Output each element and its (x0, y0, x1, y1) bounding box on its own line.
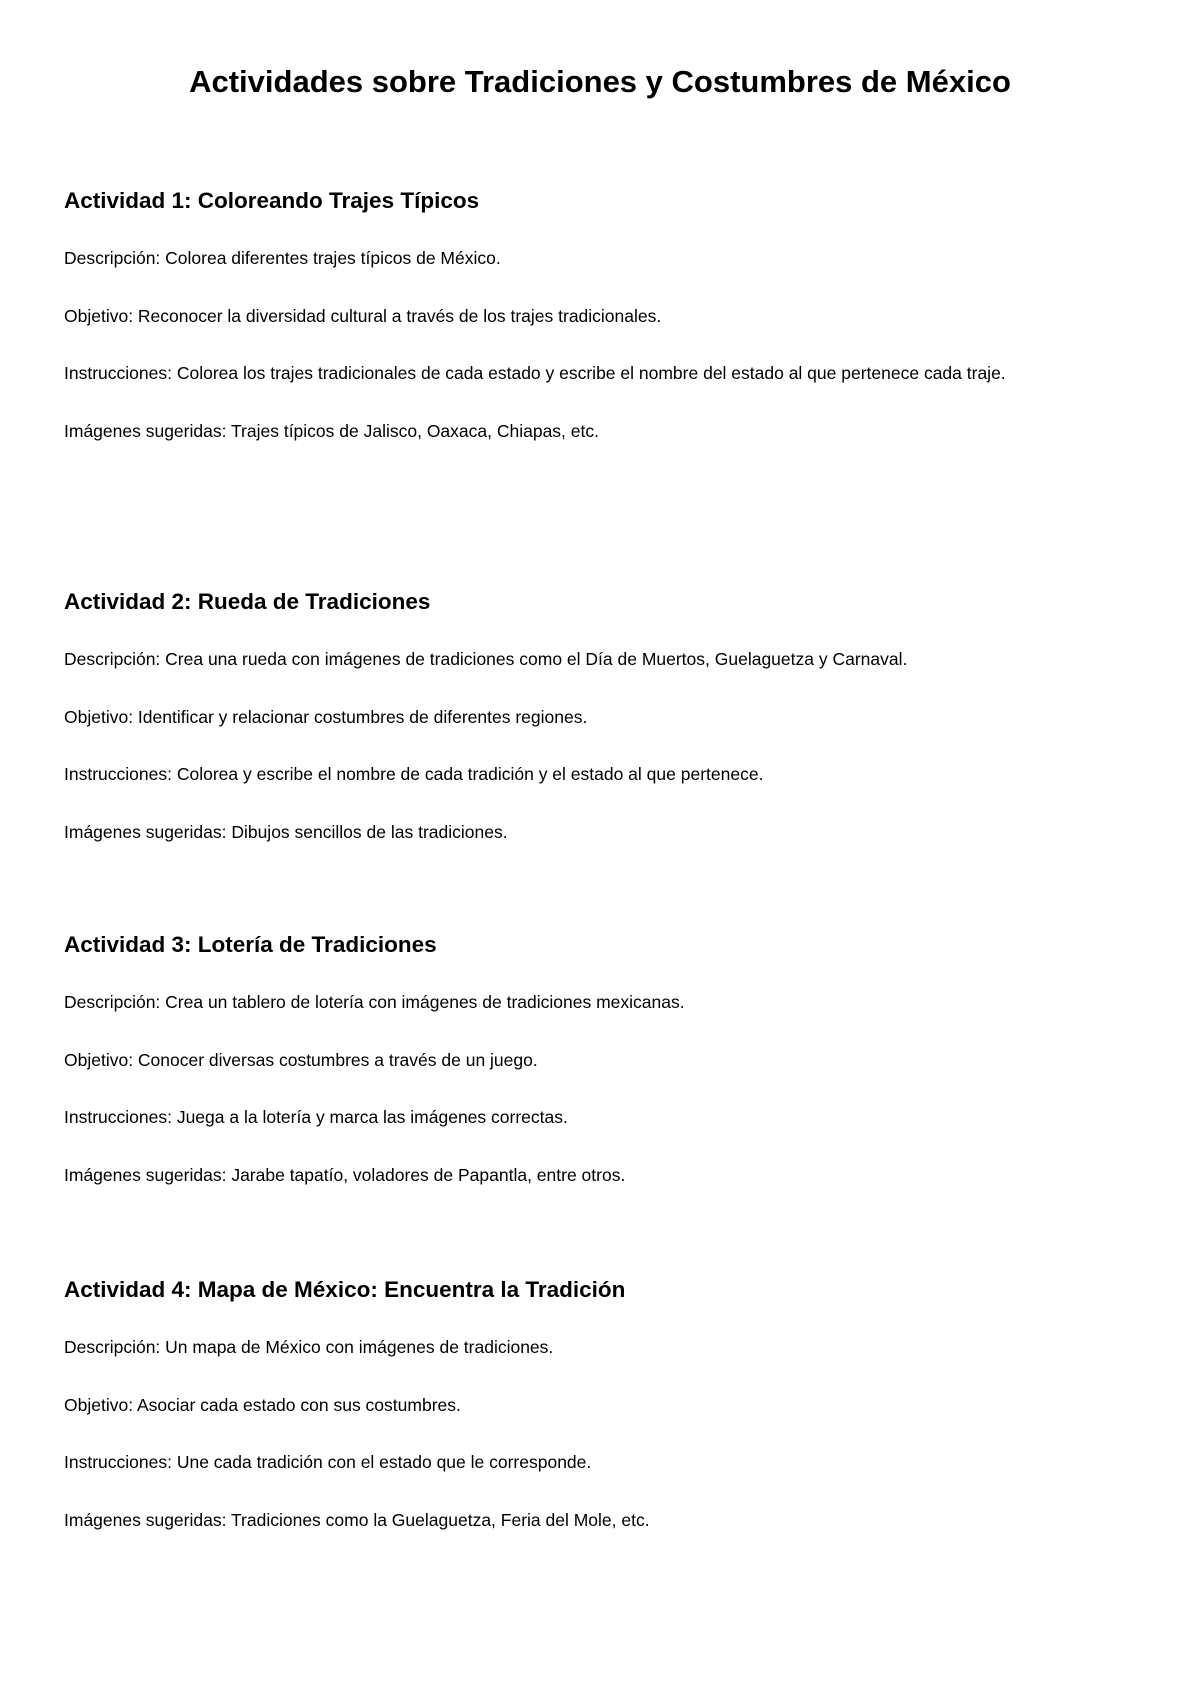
activity-objective: Objetivo: Identificar y relacionar costumbres de diferentes regiones. (64, 706, 588, 727)
activity-description: Descripción: Colorea diferentes trajes típicos de México. (64, 248, 501, 268)
activity-heading: Actividad 1: Coloreando Trajes Típicos (64, 188, 480, 213)
activity-description: Descripción: Un mapa de México con imágenes de tradiciones. (64, 1337, 554, 1357)
activity-heading: Actividad 3: Lotería de Tradiciones (64, 932, 437, 957)
activity-suggested-images: Imágenes sugeridas: Dibujos sencillos de las tradiciones. (64, 821, 508, 842)
activity-section-3 (64, 930, 1150, 1204)
activity-objective: Objetivo: Conocer diversas costumbres a través de un juego. (64, 1049, 538, 1070)
activity-objective: Objetivo: Reconocer la diversidad cultural a través de los trajes tradicionales. (64, 305, 662, 326)
activity-description: Descripción: Crea una rueda con imágenes de tradiciones como el Día de Muertos, Guelaguetza y Carnaval. (64, 649, 908, 669)
activity-instructions: Instrucciones: Colorea los trajes tradicionales de cada estado y escribe el nombre del estado al que pertenece cada traje. (64, 363, 1006, 383)
activity-description: Descripción: Crea un tablero de lotería con imágenes de tradiciones mexicanas. (64, 992, 685, 1012)
activity-heading: Actividad 4: Mapa de México: Encuentra la Tradición (64, 1277, 626, 1302)
activity-section-2 (64, 587, 1150, 861)
activity-section-1 (64, 186, 1150, 460)
activity-objective: Objetivo: Asociar cada estado con sus costumbres. (64, 1394, 461, 1415)
activity-section-4 (64, 1275, 1150, 1549)
page-title: Actividades sobre Tradiciones y Costumbres de México (189, 64, 1011, 99)
activity-instructions: Instrucciones: Colorea y escribe el nombre de cada tradición y el estado al que pertenece. (64, 764, 764, 784)
activity-suggested-images: Imágenes sugeridas: Tradiciones como la Guelaguetza, Feria del Mole, etc. (64, 1509, 650, 1530)
activity-suggested-images: Imágenes sugeridas: Jarabe tapatío, voladores de Papantla, entre otros. (64, 1164, 626, 1185)
activity-instructions: Instrucciones: Une cada tradición con el estado que le corresponde. (64, 1452, 592, 1472)
activity-instructions: Instrucciones: Juega a la lotería y marca las imágenes correctas. (64, 1107, 568, 1127)
activity-suggested-images: Imágenes sugeridas: Trajes típicos de Jalisco, Oaxaca, Chiapas, etc. (64, 420, 599, 441)
activity-heading: Actividad 2: Rueda de Tradiciones (64, 589, 431, 614)
